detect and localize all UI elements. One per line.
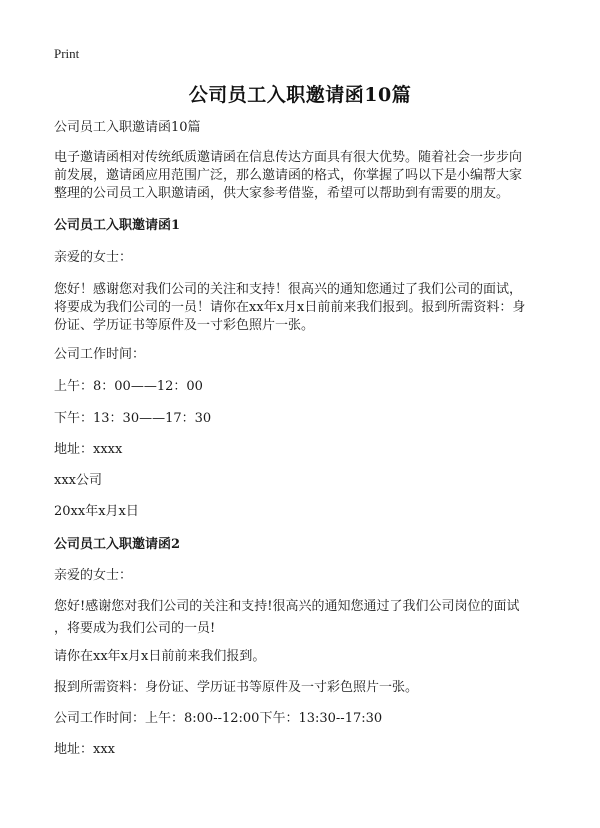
- letter2-materials-line: 报到所需资料：身份证、学历证书等原件及一寸彩色照片一张。: [54, 680, 419, 695]
- intro-paragraph-line: 整理的公司员工入职邀请函，供大家参考借鉴，希望可以帮助到有需要的朋友。: [54, 186, 510, 201]
- letter1-body-line: 您好！感谢您对我们公司的关注和支持！很高兴的通知您通过了我们公司的面试，: [54, 282, 523, 297]
- letter1-company: xxx公司: [54, 473, 102, 488]
- intro-paragraph: [54, 149, 554, 203]
- letter1-morning-hours: 上午：8：00——12：00: [54, 379, 203, 394]
- letter2-body: [54, 598, 554, 638]
- intro-subtitle: 公司员工入职邀请函10篇: [54, 120, 201, 135]
- print-label: Print: [54, 46, 80, 61]
- letter2-greeting: 亲爱的女士：: [54, 568, 133, 583]
- letter1-address: 地址：xxxx: [54, 442, 123, 457]
- letter2-body-line: ，将要成为我们公司的一员!: [54, 621, 216, 636]
- letter2-heading: 公司员工入职邀请函2: [54, 537, 181, 552]
- letter1-body: [54, 281, 554, 335]
- letter1-heading: 公司员工入职邀请函1: [54, 218, 181, 233]
- letter1-hours-label: 公司工作时间：: [54, 347, 146, 362]
- document-title: 公司员工入职邀请函10篇: [188, 84, 412, 106]
- letter1-body-line: 份证、学历证书等原件及一寸彩色照片一张。: [54, 318, 315, 333]
- letter1-date: 20xx年x月x日: [54, 504, 139, 519]
- intro-paragraph-line: 电子邀请函相对传统纸质邀请函在信息传达方面具有很大优势。随着社会一步步向: [54, 150, 523, 165]
- letter1-body-line: 将要成为我们公司的一员！请你在xx年x月x日前前来我们报到。报到所需资料：身: [54, 300, 526, 315]
- letter2-hours-line: 公司工作时间：上午：8:00--12:00下午：13:30--17:30: [54, 711, 383, 726]
- letter2-report-line: 请你在xx年x月x日前前来我们报到。: [54, 649, 266, 664]
- intro-paragraph-line: 前发展，邀请函应用范围广泛，那么邀请函的格式，你掌握了吗以下是小编帮大家: [54, 168, 523, 183]
- letter2-address: 地址：xxx: [54, 742, 115, 757]
- letter2-body-line: 您好!感谢您对我们公司的关注和支持!很高兴的通知您通过了我们公司岗位的面试: [54, 599, 520, 614]
- letter1-greeting: 亲爱的女士：: [54, 250, 133, 265]
- letter1-afternoon-hours: 下午：13：30——17：30: [54, 411, 212, 426]
